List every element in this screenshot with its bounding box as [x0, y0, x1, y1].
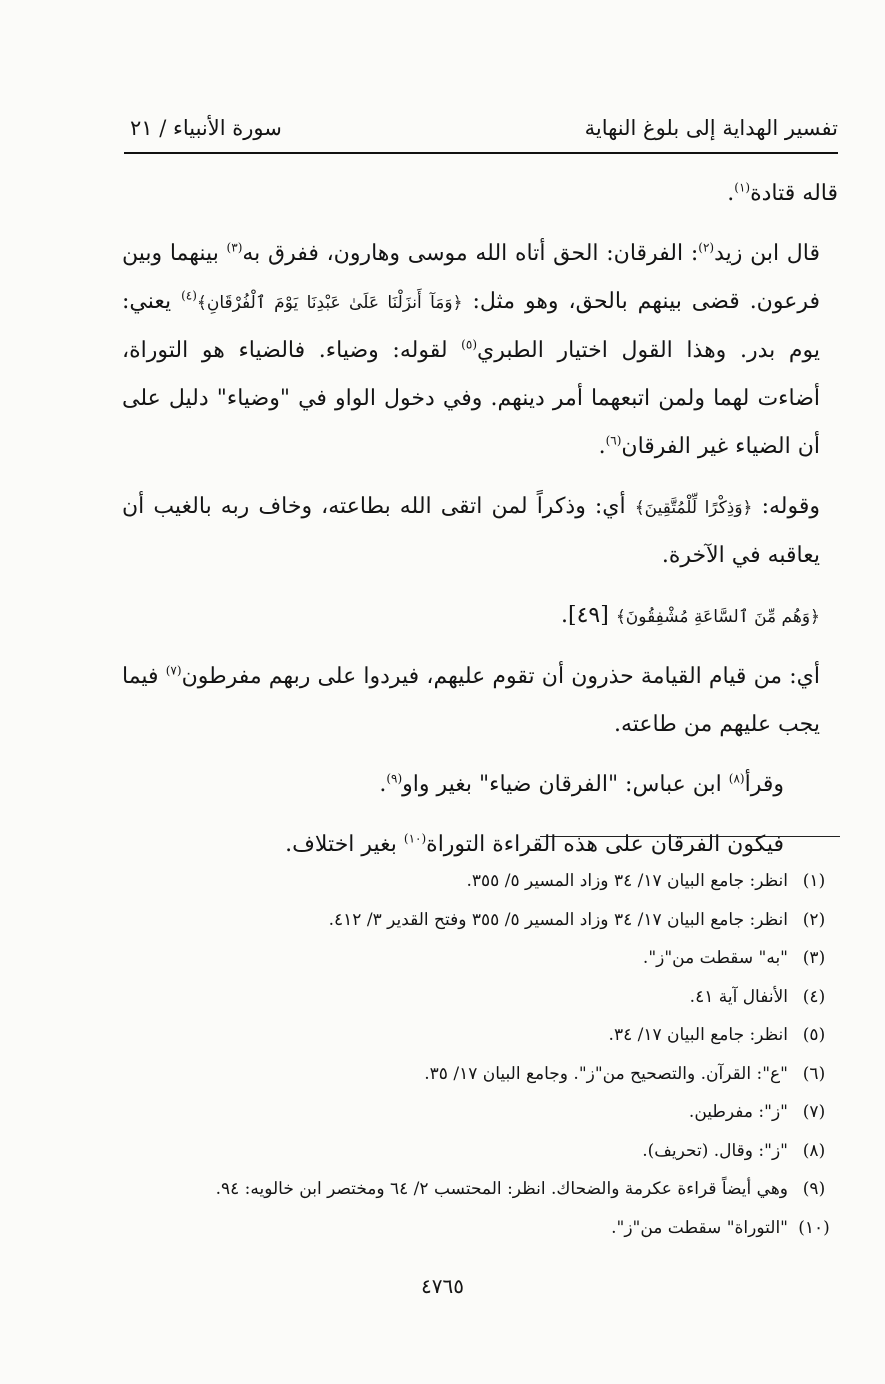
paragraph-4	[122, 592, 838, 641]
footnote-ref: (٦)	[605, 433, 622, 448]
paragraph-3: وقوله: ﴿وَذِكْرًا لِّلْمُتَّقِينَ﴾ أي: وذكراً لمن اتقى الله بطاعته، وخاف ربه بالغيب أن يعاقبه في الآخرة.	[122, 494, 820, 568]
paragraph-2: قال ابن زيد$^{(٢)}$: الفرقان: الحق أتاه الله موسى وهارون، ففرق به$^{(٣)}$ بينهما وبين فرعون. قضى بينهم بالحق، وهو مثل: ﴿وَمَآ أَنزَلْنَا عَلَىٰ عَبْدِنَا يَوْمَ ٱلْفُرْقَانِ﴾$^{(٤)}$ يعني: يوم بدر. وهذا القول اختيار الطبري$^{(٥)}$ لقوله: وضياء. فالضياء هو التوراة، أضاءت لهما ولمن اتبعهما أمر دينهم. وفي دخول الواو في "وضياء" دليل على أن الضياء غير الفرقان$^{(٦)}$.	[122, 240, 821, 459]
footnote-item: (٣) "به" سقطت من"ز".	[642, 948, 826, 968]
footnote-ref: (٩)	[386, 771, 403, 786]
quran-verse: ﴿وَذِكْرًا لِّلْمُتَّقِينَ﴾	[634, 498, 753, 518]
paragraph-5: أي: من قيام القيامة حذرون أن تقوم عليهم، فيردوا على ربهم مفرطون$^{(٧)}$ فيما يجب عليهم من طاعته.	[122, 663, 820, 737]
footnote-item: (٩) وهي أيضاً قراءة عكرمة والضحاك. انظر: المحتسب ٢/ ٦٤ ومختصر ابن خالويه: ٩٤.	[215, 1179, 826, 1199]
footnote-ref: (١)	[734, 180, 751, 195]
quran-verse: ﴿وَمَآ أَنزَلْنَا عَلَىٰ عَبْدِنَا يَوْمَ ٱلْفُرْقَانِ﴾	[196, 293, 463, 313]
ayah-number: [٤٩].	[561, 603, 609, 628]
footnote-item: (١٠) "التوراة" سقطت من"ز".	[611, 1217, 830, 1238]
surah-reference: سورة الأنبياء / ٢١	[130, 116, 282, 140]
paragraph-6: وقرأ$^{(٨)}$ ابن عباس: "الفرقان ضياء" بغير واو$^{(٩)}$.	[379, 771, 784, 797]
footnote-ref: (٣)	[226, 240, 243, 255]
footnote-item: (٧) "ز": مفرطين.	[688, 1102, 826, 1122]
footnote-item: (٨) "ز": وقال. (تحريف).	[642, 1140, 826, 1161]
footnote-ref: (٧)	[165, 663, 182, 678]
main-text	[122, 170, 838, 881]
quran-verse: ﴿وَهُم مِّنَ ٱلسَّاعَةِ مُشْفِقُونَ﴾	[615, 607, 820, 627]
footnote-divider	[540, 836, 840, 837]
footnote-item: (٢) انظر: جامع البيان ١٧/ ٣٤ وزاد المسير ٥/ ٣٥٥ وفتح القدير ٣/ ٤١٢.	[328, 909, 826, 930]
running-header	[124, 112, 838, 154]
footnote-ref: (٢)	[698, 240, 715, 255]
footnote-ref: (٤)	[181, 288, 197, 303]
footnotes	[150, 862, 840, 1247]
page-number: ٤٧٦٥	[421, 1274, 464, 1298]
footnote-ref: (١٠)	[403, 831, 427, 846]
book-title: تفسير الهداية إلى بلوغ النهاية	[584, 116, 838, 140]
footnote-item: (٤) الأنفال آية ٤١.	[689, 986, 826, 1007]
footnote-ref: (٥)	[461, 337, 477, 352]
footnote-item: (١) انظر: جامع البيان ١٧/ ٣٤ وزاد المسير ٥/ ٣٥٥.	[466, 871, 826, 891]
footnote-item: (٥) انظر: جامع البيان ١٧/ ٣٤.	[608, 1025, 826, 1045]
footnote-ref: (٨)	[728, 771, 745, 786]
footnote-item: (٦) "ع": القرآن. والتصحيح من"ز". وجامع البيان ١٧/ ٣٥.	[424, 1063, 826, 1084]
paragraph-7: فيكون الفرقان على هذه القراءة التوراة$^{(١٠)}$ بغير اختلاف.	[285, 831, 784, 857]
paragraph-1: قاله قتادة$^{(١)}$.	[727, 180, 838, 206]
